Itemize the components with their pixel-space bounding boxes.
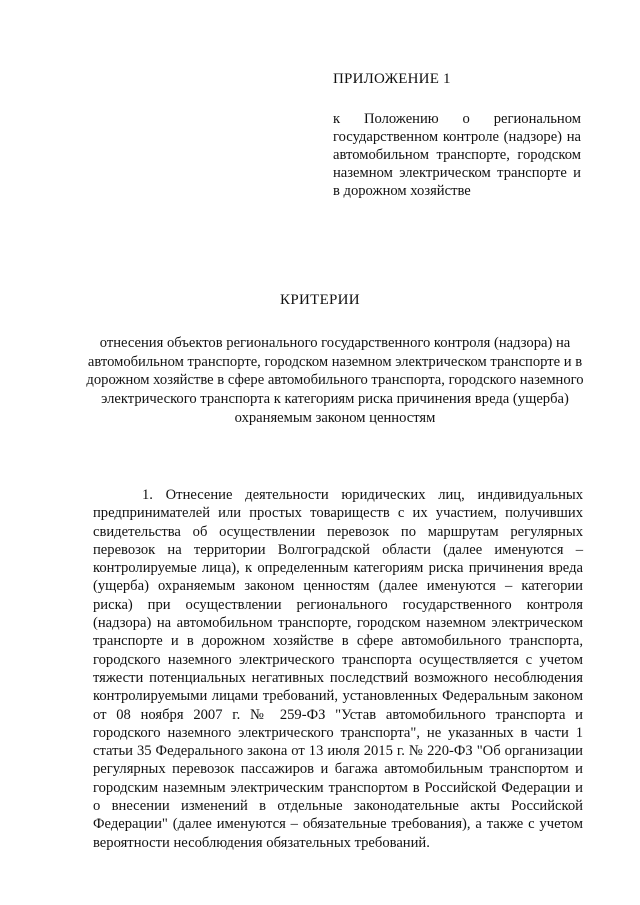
- appendix-reference: к Положению о региональном государственном контроле (надзоре) на автомобильном транспорте, городском наземном электрическом транспорте и в дорожном хозяйстве: [333, 111, 581, 199]
- body-paragraph-1: 1. Отнесение деятельности юридических лиц, индивидуальных предпринимателей или простых товариществ с их участием, получивших свидетельства об осуществлении перевозок по маршрутам регулярных перевозок на территории Волгоградской области (далее именуются – контролируемые лица), к определенным категориям риска причинения вреда (ущерба) охраняемым законом ценностям (далее именуются – категории риска) при осуществлении регионального государственного контроля (надзора) на автомобильном транспорте, городском наземном электрическом транспорте и в дорожном хозяйстве в сфере автомобильного транспорта, городского наземного электрического транспорта осуществляется с учетом тяжести потенциальных негативных последствий возможного несоблюдения контролируемыми лицами требований, установленных Федеральным законом от 08 ноября 2007 г. № 259-ФЗ "Устав автомобильного транспорта и городского наземного электрического транспорта", не указанных в части 1 статьи 35 Федерального закона от 13 июля 2015 г. № 220-ФЗ "Об организации регулярных перевозок пассажиров и багажа автомобильным транспортом и городским наземным электрическим транспортом в Российской Федерации и о внесении изменений в отдельные законодательные акты Российской Федерации" (далее именуются – обязательные требования), а также с учетом вероятности несоблюдения обязательных требований.: [93, 487, 583, 851]
- appendix-block: [333, 70, 581, 200]
- criteria-title: КРИТЕРИИ: [280, 292, 360, 308]
- appendix-title: ПРИЛОЖЕНИЕ 1: [333, 71, 451, 87]
- criteria-subtitle: отнесения объектов регионального государственного контроля (надзора) на автомобильном транспорте, городском наземном электрическом транспорте и в дорожном хозяйстве в сфере автомобильного транспорта, городского наземного электрического транспорта к категориям риска причинения вреда (ущерба) охраняемым законом ценностям: [86, 335, 584, 426]
